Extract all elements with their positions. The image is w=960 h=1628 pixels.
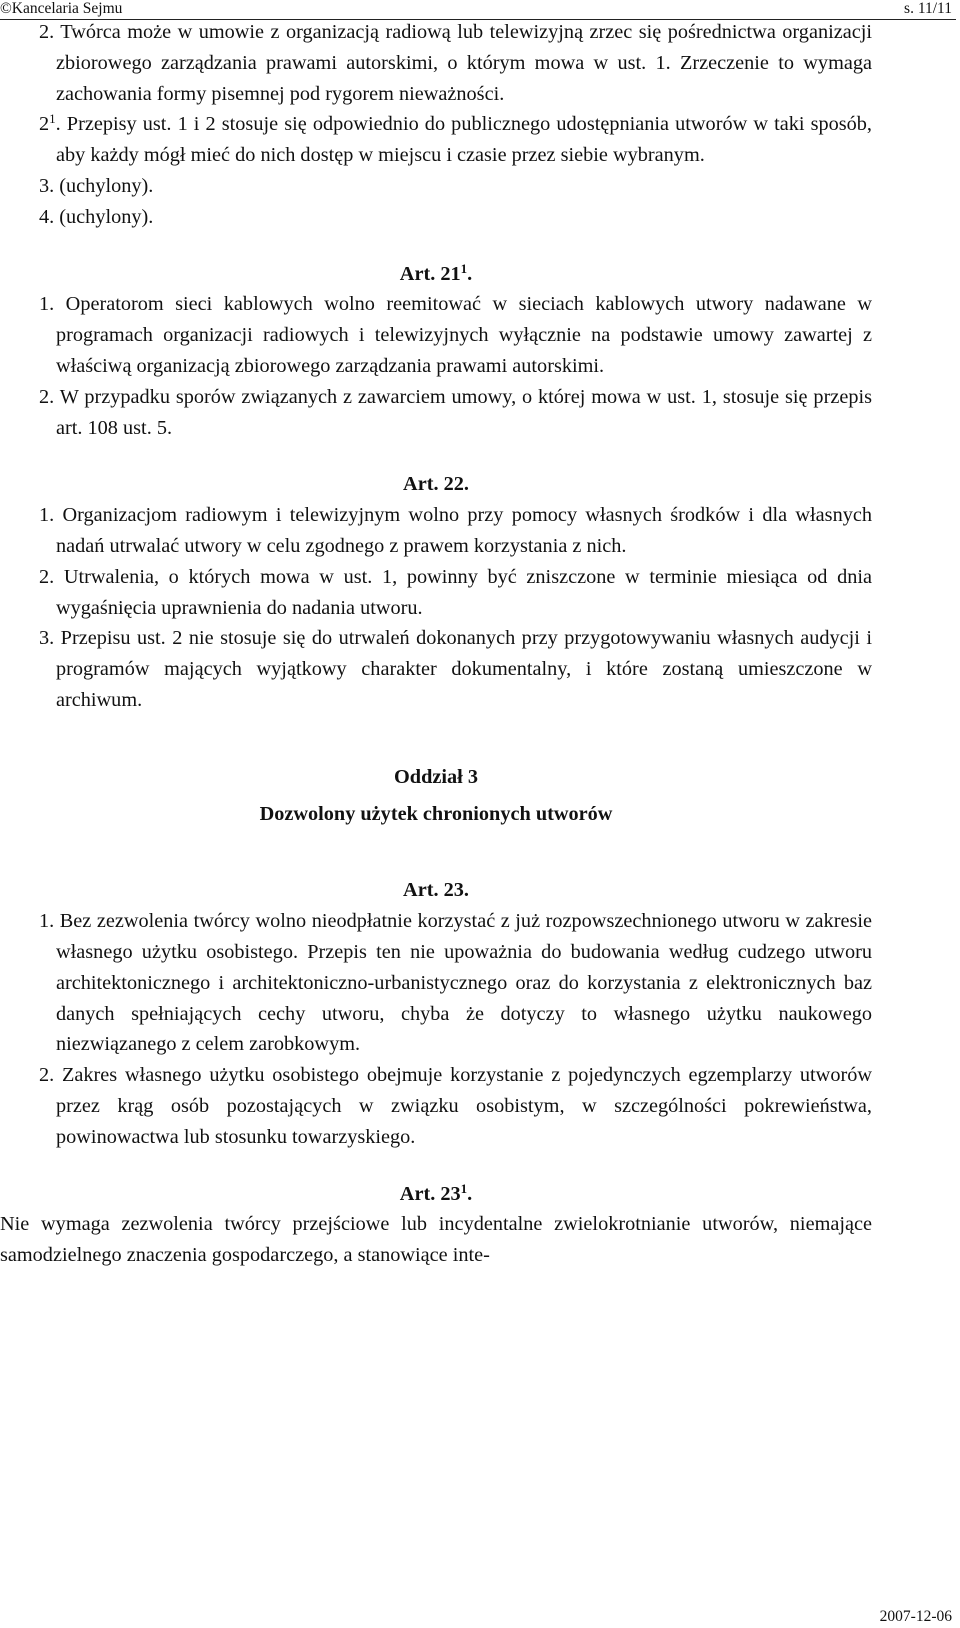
article-21-1-heading <box>0 259 872 290</box>
art21-paragraph-2a <box>8 109 872 171</box>
art22-paragraph-1: 1. Organizacjom radiowym i telewizyjnym wolno przy pomocy własnych środków i dla własnych nadań utrwalać utwory w celu zgodnego z prawem korzystania z nich. <box>39 504 872 557</box>
article-23-heading: Art. 23. <box>403 879 469 902</box>
division-subtitle: Dozwolony użytek chronionych utworów <box>259 802 613 825</box>
spacer <box>0 233 872 259</box>
art23-paragraph-1: 1. Bez zezwolenia twórcy wolno nieodpłatnie korzystać z już rozpowszechnionego utworu w zakresie własnego użytku osobistego. Przepis ten nie upoważnia do budowania według cudzego utworu architektonicznego i architektoniczno-urbanistycznego oraz do korzystania z elektronicznych baz danych spełniających cechy utworu, chyba że dotyczy to własnego użytku naukowego niezwiązanego z celem zarobkowym. <box>39 910 872 1056</box>
article-21-1-heading-sup: 1 <box>460 260 468 276</box>
article-23-1-heading <box>0 1179 872 1210</box>
spacer <box>0 716 872 742</box>
art22-paragraph-3: 3. Przepisu ust. 2 nie stosuje się do utrwaleń dokonanych przy przygotowywaniu własnych audycji i programów mających wyjątkowy charakter dokumentalny, i które zostaną umieszczone w archiwum. <box>39 627 872 711</box>
article-23-1-heading-text: Art. 23 <box>399 1182 461 1205</box>
art21-paragraph-2a-text: . Przepisy ust. 1 i 2 stosuje się odpowiednio do publicznego udostępniania utworów w taki sposób, aby każdy mógł mieć do nich dostęp w miejscu i czasie przez siebie wybranym. <box>55 113 872 167</box>
art21-1-paragraph-1: 1. Operatorom sieci kablowych wolno reemitować w sieciach kablowych utwory nadawane w programach organizacji radiowych i telewizyjnych wyłącznie na podstawie umowy zawartej z właściwą organizacją zbiorowego zarządzania prawami autorskimi. <box>39 293 872 377</box>
header-page-number: s. 11/11 <box>904 0 952 17</box>
header-source: ©Kancelaria Sejmu <box>0 0 123 17</box>
art21-paragraph-2a-sup: 1 <box>49 111 56 127</box>
art21-1-paragraph-2: 2. W przypadku sporów związanych z zawarciem umowy, o której mowa w ust. 1, stosuje się przepis art. 108 ust. 5. <box>39 385 872 439</box>
spacer <box>0 829 872 855</box>
art21-paragraph-2a-number: 2 <box>39 113 50 136</box>
article-23-1-heading-sup: 1 <box>460 1180 468 1196</box>
spacer <box>0 1153 872 1179</box>
article-21-1-heading-text: Art. 21 <box>399 262 461 285</box>
art21-paragraph-4: 4. (uchylony). <box>39 205 154 228</box>
footer-date: 2007-12-06 <box>879 1608 952 1625</box>
article-22-heading: Art. 22. <box>403 473 469 496</box>
art23-paragraph-2: 2. Zakres własnego użytku osobistego obejmuje korzystanie z pojedynczych egzemplarzy utworów przez krąg osób pozostających w związku osobistym, w szczególności pokrewieństwa, powinowactwa lub stosunku towarzyskiego. <box>39 1064 872 1148</box>
art23-1-paragraph: Nie wymaga zezwolenia twórcy przejściowe lub incydentalne zwielokrotnianie utworów, niemające samodzielnego znaczenia gospodarczego, a stanowiące inte- <box>0 1213 872 1267</box>
spacer <box>0 443 872 469</box>
page-header <box>0 0 960 18</box>
art21-paragraph-3: 3. (uchylony). <box>39 174 154 197</box>
spacer <box>0 855 872 875</box>
art21-paragraph-2: 2. Twórca może w umowie z organizacją radiową lub telewizyjną zrzec się pośrednictwa organizacji zbiorowego zarządzania prawami autorskimi, o którym mowa w ust. 1. Zrzeczenie to wymaga zachowania formy pisemnej pod rygorem nieważności. <box>39 21 872 105</box>
art22-paragraph-2: 2. Utrwalenia, o których mowa w ust. 1, powinny być zniszczone w terminie miesiąca od dnia wygaśnięcia uprawnienia do nadania utworu. <box>39 565 872 619</box>
division-title: Oddział 3 <box>394 765 478 788</box>
article-23-1-heading-end: . <box>467 1182 473 1205</box>
document-body <box>0 17 872 1271</box>
article-21-1-heading-end: . <box>467 262 473 285</box>
spacer <box>0 742 872 762</box>
